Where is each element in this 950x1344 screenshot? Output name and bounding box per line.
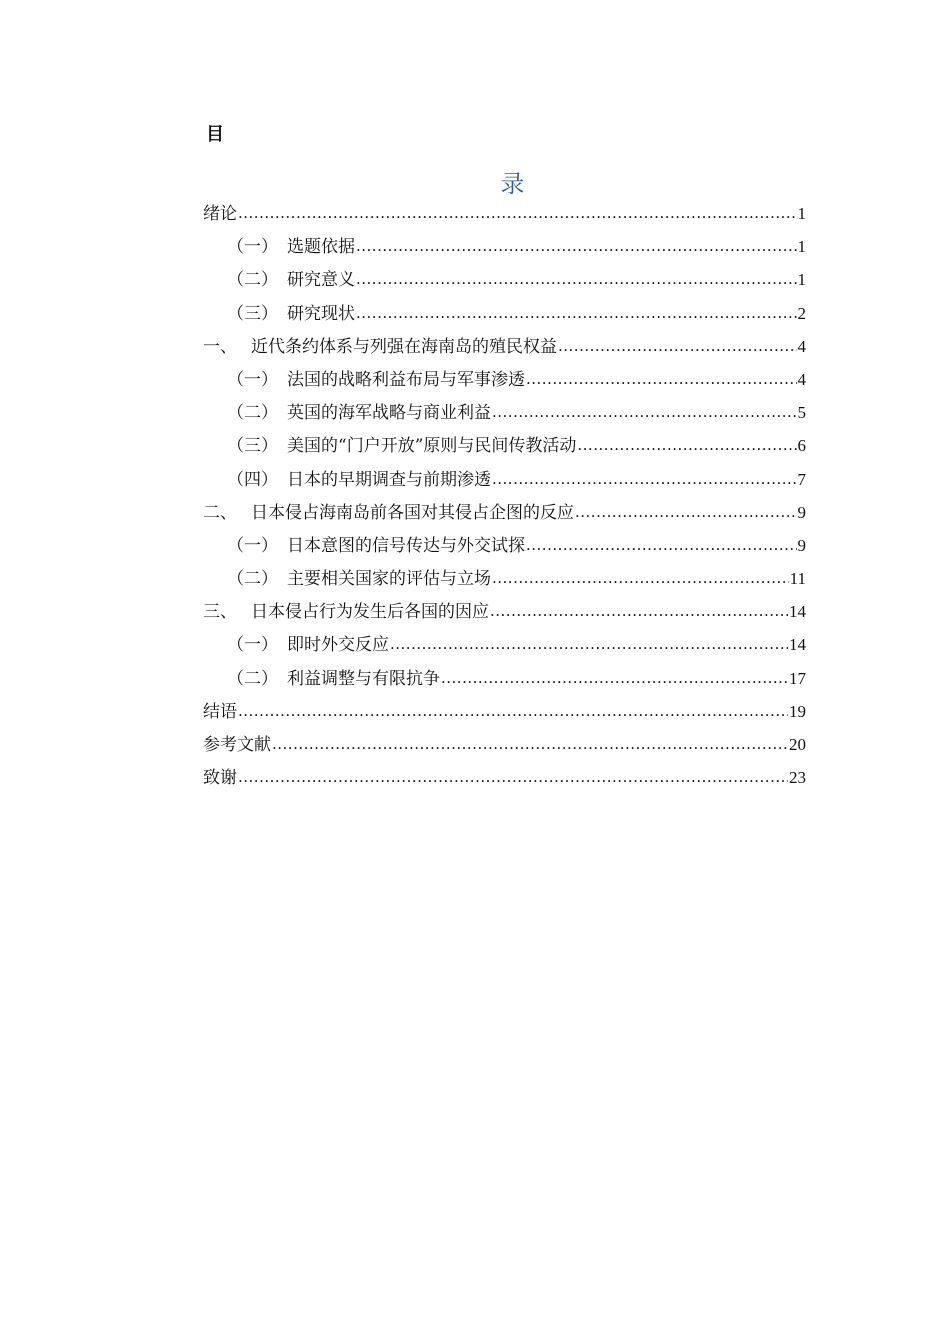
toc-entry-label: 日本意图的信号传达与外交试探 — [287, 535, 525, 556]
toc-entry-label: 参考文献 — [203, 735, 271, 755]
toc-entry-label: 近代条约体系与列强在海南岛的殖民权益 — [251, 336, 557, 357]
toc-entry-page-number: 1 — [797, 237, 806, 257]
toc-dot-leader — [390, 628, 788, 661]
toc-entry[interactable] — [203, 429, 806, 462]
toc-entry-page-number: 4 — [797, 369, 806, 389]
toc-entry[interactable] — [203, 197, 806, 230]
toc-entry-number: （三） — [227, 436, 278, 457]
toc-entry[interactable] — [203, 496, 806, 529]
toc-entry-label: 绪论 — [203, 204, 237, 224]
toc-dot-leader — [356, 297, 797, 330]
toc-entry[interactable] — [203, 562, 806, 595]
toc-title-second-char: 录 — [500, 170, 525, 198]
toc-entry-label: 结语 — [203, 701, 237, 722]
toc-entry[interactable] — [203, 330, 806, 363]
toc-entry[interactable] — [203, 463, 806, 496]
toc-dot-leader — [492, 463, 797, 496]
toc-entry[interactable] — [203, 695, 806, 728]
toc-entry-label: 致谢 — [203, 768, 237, 789]
toc-entry-label: 即时外交反应 — [287, 635, 389, 656]
toc-dot-leader — [490, 595, 788, 628]
toc-entry[interactable] — [203, 662, 806, 695]
toc-entry-label: 日本的早期调查与前期渗透 — [287, 469, 491, 490]
toc-entry-number: （一） — [227, 237, 278, 258]
toc-entry-label: 研究意义 — [287, 270, 355, 291]
toc-entry-label: 日本侵占海南岛前各国对其侵占企图的反应 — [251, 502, 574, 523]
toc-dot-leader — [272, 728, 788, 761]
toc-entry-number: 三、 — [203, 602, 237, 623]
toc-entry-number: （二） — [227, 270, 278, 291]
toc-entry-page-number: 14 — [789, 602, 806, 622]
toc-dot-leader — [441, 662, 788, 695]
toc-entry-page-number: 7 — [797, 469, 806, 489]
toc-dot-leader — [238, 695, 788, 728]
toc-entry-page-number: 4 — [797, 336, 806, 356]
table-of-contents — [203, 197, 806, 794]
toc-dot-leader — [492, 396, 797, 429]
toc-entry-page-number: 2 — [797, 303, 806, 323]
toc-dot-leader — [526, 363, 797, 396]
toc-entry-label: 研究现状 — [287, 303, 355, 324]
toc-dot-leader — [558, 330, 797, 363]
toc-entry-number: （二） — [227, 668, 278, 689]
toc-entry[interactable] — [203, 628, 806, 661]
toc-entry[interactable] — [203, 529, 806, 562]
toc-entry-number: （一） — [227, 635, 278, 656]
toc-entry[interactable] — [203, 761, 806, 794]
toc-entry-label: 主要相关国家的评估与立场 — [287, 569, 491, 590]
toc-entry-page-number: 9 — [797, 502, 806, 522]
toc-entry-number: 二、 — [203, 502, 237, 523]
toc-entry[interactable] — [203, 363, 806, 396]
toc-entry-number: （一） — [227, 535, 278, 556]
toc-entry-number: 一、 — [203, 336, 237, 357]
toc-entry-label: 美国的“门户开放”原则与民间传教活动 — [287, 436, 577, 457]
toc-entry-page-number: 1 — [797, 204, 806, 223]
toc-entry[interactable] — [203, 595, 806, 628]
toc-entry-number: （二） — [227, 569, 278, 590]
toc-dot-leader — [526, 529, 797, 562]
toc-entry-label: 日本侵占行为发生后各国的因应 — [251, 602, 489, 623]
toc-entry-number: （三） — [227, 303, 278, 324]
toc-entry-label: 选题依据 — [287, 237, 355, 258]
toc-dot-leader — [492, 562, 789, 595]
toc-entry-page-number: 14 — [789, 635, 806, 655]
toc-entry-number: （四） — [227, 469, 278, 490]
toc-dot-leader — [356, 230, 797, 263]
toc-entry-label: 利益调整与有限抗争 — [287, 668, 440, 689]
toc-entry-page-number: 9 — [797, 535, 806, 555]
toc-entry-page-number: 19 — [789, 701, 806, 721]
toc-dot-leader — [238, 197, 797, 230]
toc-dot-leader — [575, 496, 797, 529]
toc-entry-number: （二） — [227, 403, 278, 424]
toc-entry-page-number: 11 — [789, 569, 806, 589]
toc-dot-leader — [238, 761, 788, 794]
toc-entry-page-number: 20 — [789, 735, 806, 754]
toc-entry-page-number: 6 — [797, 436, 806, 456]
toc-entry-number: （一） — [227, 369, 278, 390]
toc-entry-page-number: 5 — [797, 403, 806, 423]
toc-entry-page-number: 1 — [797, 270, 806, 290]
toc-entry-label: 英国的海军战略与商业利益 — [287, 403, 491, 424]
toc-entry-page-number: 23 — [789, 768, 806, 788]
toc-entry-page-number: 17 — [789, 668, 806, 688]
toc-entry[interactable] — [203, 230, 806, 263]
toc-entry-label: 法国的战略利益布局与军事渗透 — [287, 369, 525, 390]
toc-entry[interactable] — [203, 396, 806, 429]
toc-dot-leader — [577, 429, 796, 462]
toc-entry[interactable] — [203, 297, 806, 330]
toc-entry[interactable] — [203, 728, 806, 761]
toc-entry[interactable] — [203, 263, 806, 296]
toc-title-first-char: 目 — [206, 124, 224, 145]
toc-dot-leader — [356, 263, 797, 296]
